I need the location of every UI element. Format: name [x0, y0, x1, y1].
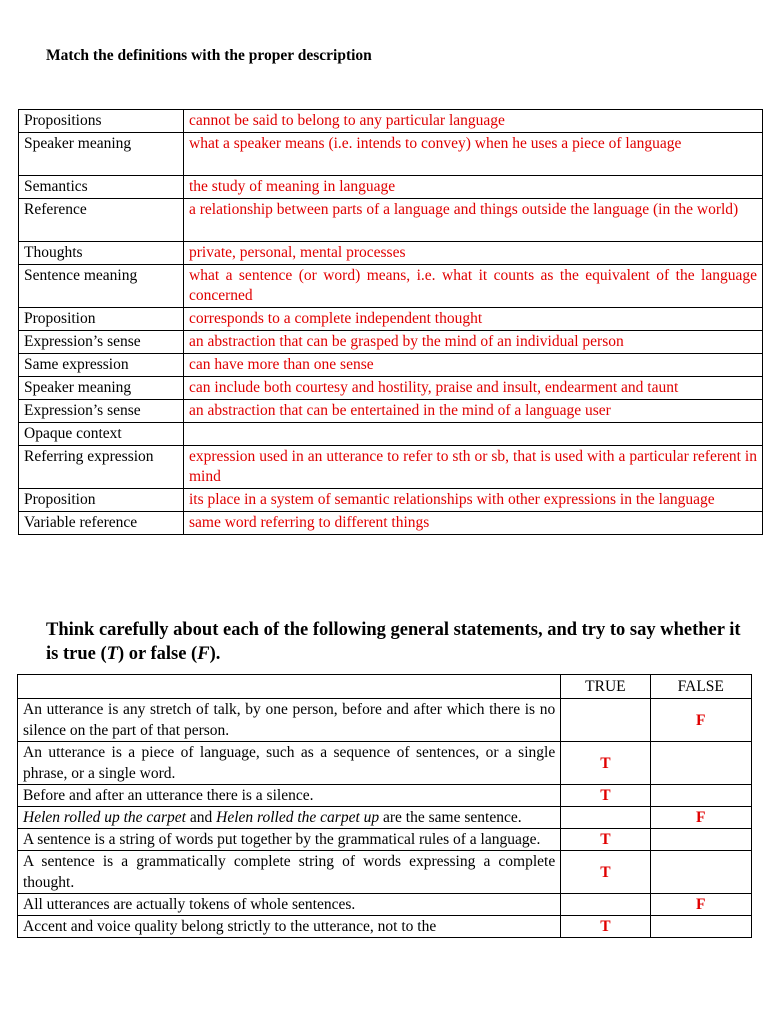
statement-cell: An utterance is any stretch of talk, by one person, before and after which there is no silence on the part of that person.	[18, 699, 561, 742]
table-row	[18, 742, 752, 785]
table-row	[19, 512, 763, 535]
table-row	[19, 446, 763, 489]
term-cell: Expression’s sense	[19, 331, 184, 354]
table-row	[19, 423, 763, 446]
definition-cell: can have more than one sense	[184, 354, 763, 377]
definition-cell: the study of meaning in language	[184, 176, 763, 199]
false-mark	[650, 829, 751, 851]
term-cell: Semantics	[19, 176, 184, 199]
false-mark	[650, 742, 751, 785]
term-cell: Speaker meaning	[19, 133, 184, 176]
table-row	[19, 331, 763, 354]
false-mark: F	[650, 807, 751, 829]
definition-cell: an abstraction that can be grasped by the mind of an individual person	[184, 331, 763, 354]
definition-cell: what a sentence (or word) means, i.e. what it counts as the equivalent of the language concerned	[184, 265, 763, 308]
connector-text: and	[186, 809, 217, 826]
statement-rest: are the same sentence.	[379, 809, 522, 826]
statement-cell: An utterance is a piece of language, such as a sequence of sentences, or a single phrase, or a single word.	[18, 742, 561, 785]
title-text: ) or false (	[117, 644, 198, 664]
table-row	[19, 242, 763, 265]
statement-header	[18, 675, 561, 699]
term-cell: Same expression	[19, 354, 184, 377]
statement-cell	[18, 807, 561, 829]
table-row	[19, 176, 763, 199]
definition-cell: corresponds to a complete independent thought	[184, 308, 763, 331]
true-mark: T	[561, 916, 650, 938]
true-mark	[561, 807, 650, 829]
table-row	[19, 489, 763, 512]
term-cell: Thoughts	[19, 242, 184, 265]
term-cell: Opaque context	[19, 423, 184, 446]
table-row	[18, 851, 752, 894]
false-mark	[650, 851, 751, 894]
false-header: FALSE	[650, 675, 751, 699]
false-mark: F	[650, 894, 751, 916]
definitions-table	[18, 109, 763, 535]
table-row	[19, 308, 763, 331]
table-row	[19, 400, 763, 423]
true-mark: T	[561, 851, 650, 894]
true-mark	[561, 894, 650, 916]
title-text: ).	[209, 644, 221, 664]
true-mark: T	[561, 742, 650, 785]
term-cell: Expression’s sense	[19, 400, 184, 423]
definition-cell: can include both courtesy and hostility, praise and insult, endearment and taunt	[184, 377, 763, 400]
term-cell: Reference	[19, 199, 184, 242]
statement-cell: All utterances are actually tokens of whole sentences.	[18, 894, 561, 916]
definition-cell: private, personal, mental processes	[184, 242, 763, 265]
statement-cell: A sentence is a string of words put together by the grammatical rules of a language.	[18, 829, 561, 851]
table-row	[19, 110, 763, 133]
table-row	[18, 894, 752, 916]
definition-cell: an abstraction that can be entertained in the mind of a language user	[184, 400, 763, 423]
term-cell: Sentence meaning	[19, 265, 184, 308]
true-false-table	[17, 674, 752, 938]
section1-title: Match the definitions with the proper description	[46, 47, 372, 64]
table-row	[19, 377, 763, 400]
table-row	[18, 785, 752, 807]
table-row	[18, 699, 752, 742]
true-header: TRUE	[561, 675, 650, 699]
table-row	[18, 807, 752, 829]
term-cell: Propositions	[19, 110, 184, 133]
false-mark: F	[650, 699, 751, 742]
title-text: Think carefully about each of the following general statements, and try to say whether it is true (	[46, 620, 741, 664]
header-row	[18, 675, 752, 699]
definition-cell: what a speaker means (i.e. intends to convey) when he uses a piece of language	[184, 133, 763, 176]
term-cell: Proposition	[19, 308, 184, 331]
definition-cell: expression used in an utterance to refer to sth or sb, that is used with a particular referent in mind	[184, 446, 763, 489]
table-row	[18, 829, 752, 851]
section2-title	[46, 618, 746, 666]
term-cell: Speaker meaning	[19, 377, 184, 400]
true-mark: T	[561, 785, 650, 807]
definition-cell: cannot be said to belong to any particular language	[184, 110, 763, 133]
table-row	[19, 199, 763, 242]
title-t: T	[106, 644, 118, 664]
table-row	[19, 354, 763, 377]
title-f: F	[197, 644, 210, 664]
table-row	[19, 133, 763, 176]
definition-cell: a relationship between parts of a language and things outside the language (in the world)	[184, 199, 763, 242]
italic-sentence: Helen rolled the carpet up	[216, 809, 380, 826]
term-cell: Referring expression	[19, 446, 184, 489]
statement-cell: Before and after an utterance there is a silence.	[18, 785, 561, 807]
definition-cell	[184, 423, 763, 446]
statement-cell	[18, 916, 561, 938]
statement-text: Accent and voice quality belong strictly to the utterance, not to the	[23, 918, 437, 935]
statement-cell: A sentence is a grammatically complete string of words expressing a complete thought.	[18, 851, 561, 894]
term-cell: Variable reference	[19, 512, 184, 535]
definition-cell: its place in a system of semantic relationships with other expressions in the language	[184, 489, 763, 512]
false-mark	[650, 916, 751, 938]
table-row	[19, 265, 763, 308]
true-mark	[561, 699, 650, 742]
term-cell: Proposition	[19, 489, 184, 512]
table-row	[18, 916, 752, 938]
false-mark	[650, 785, 751, 807]
italic-sentence: Helen rolled up the carpet	[23, 809, 186, 826]
definition-cell: same word referring to different things	[184, 512, 763, 535]
true-mark: T	[561, 829, 650, 851]
